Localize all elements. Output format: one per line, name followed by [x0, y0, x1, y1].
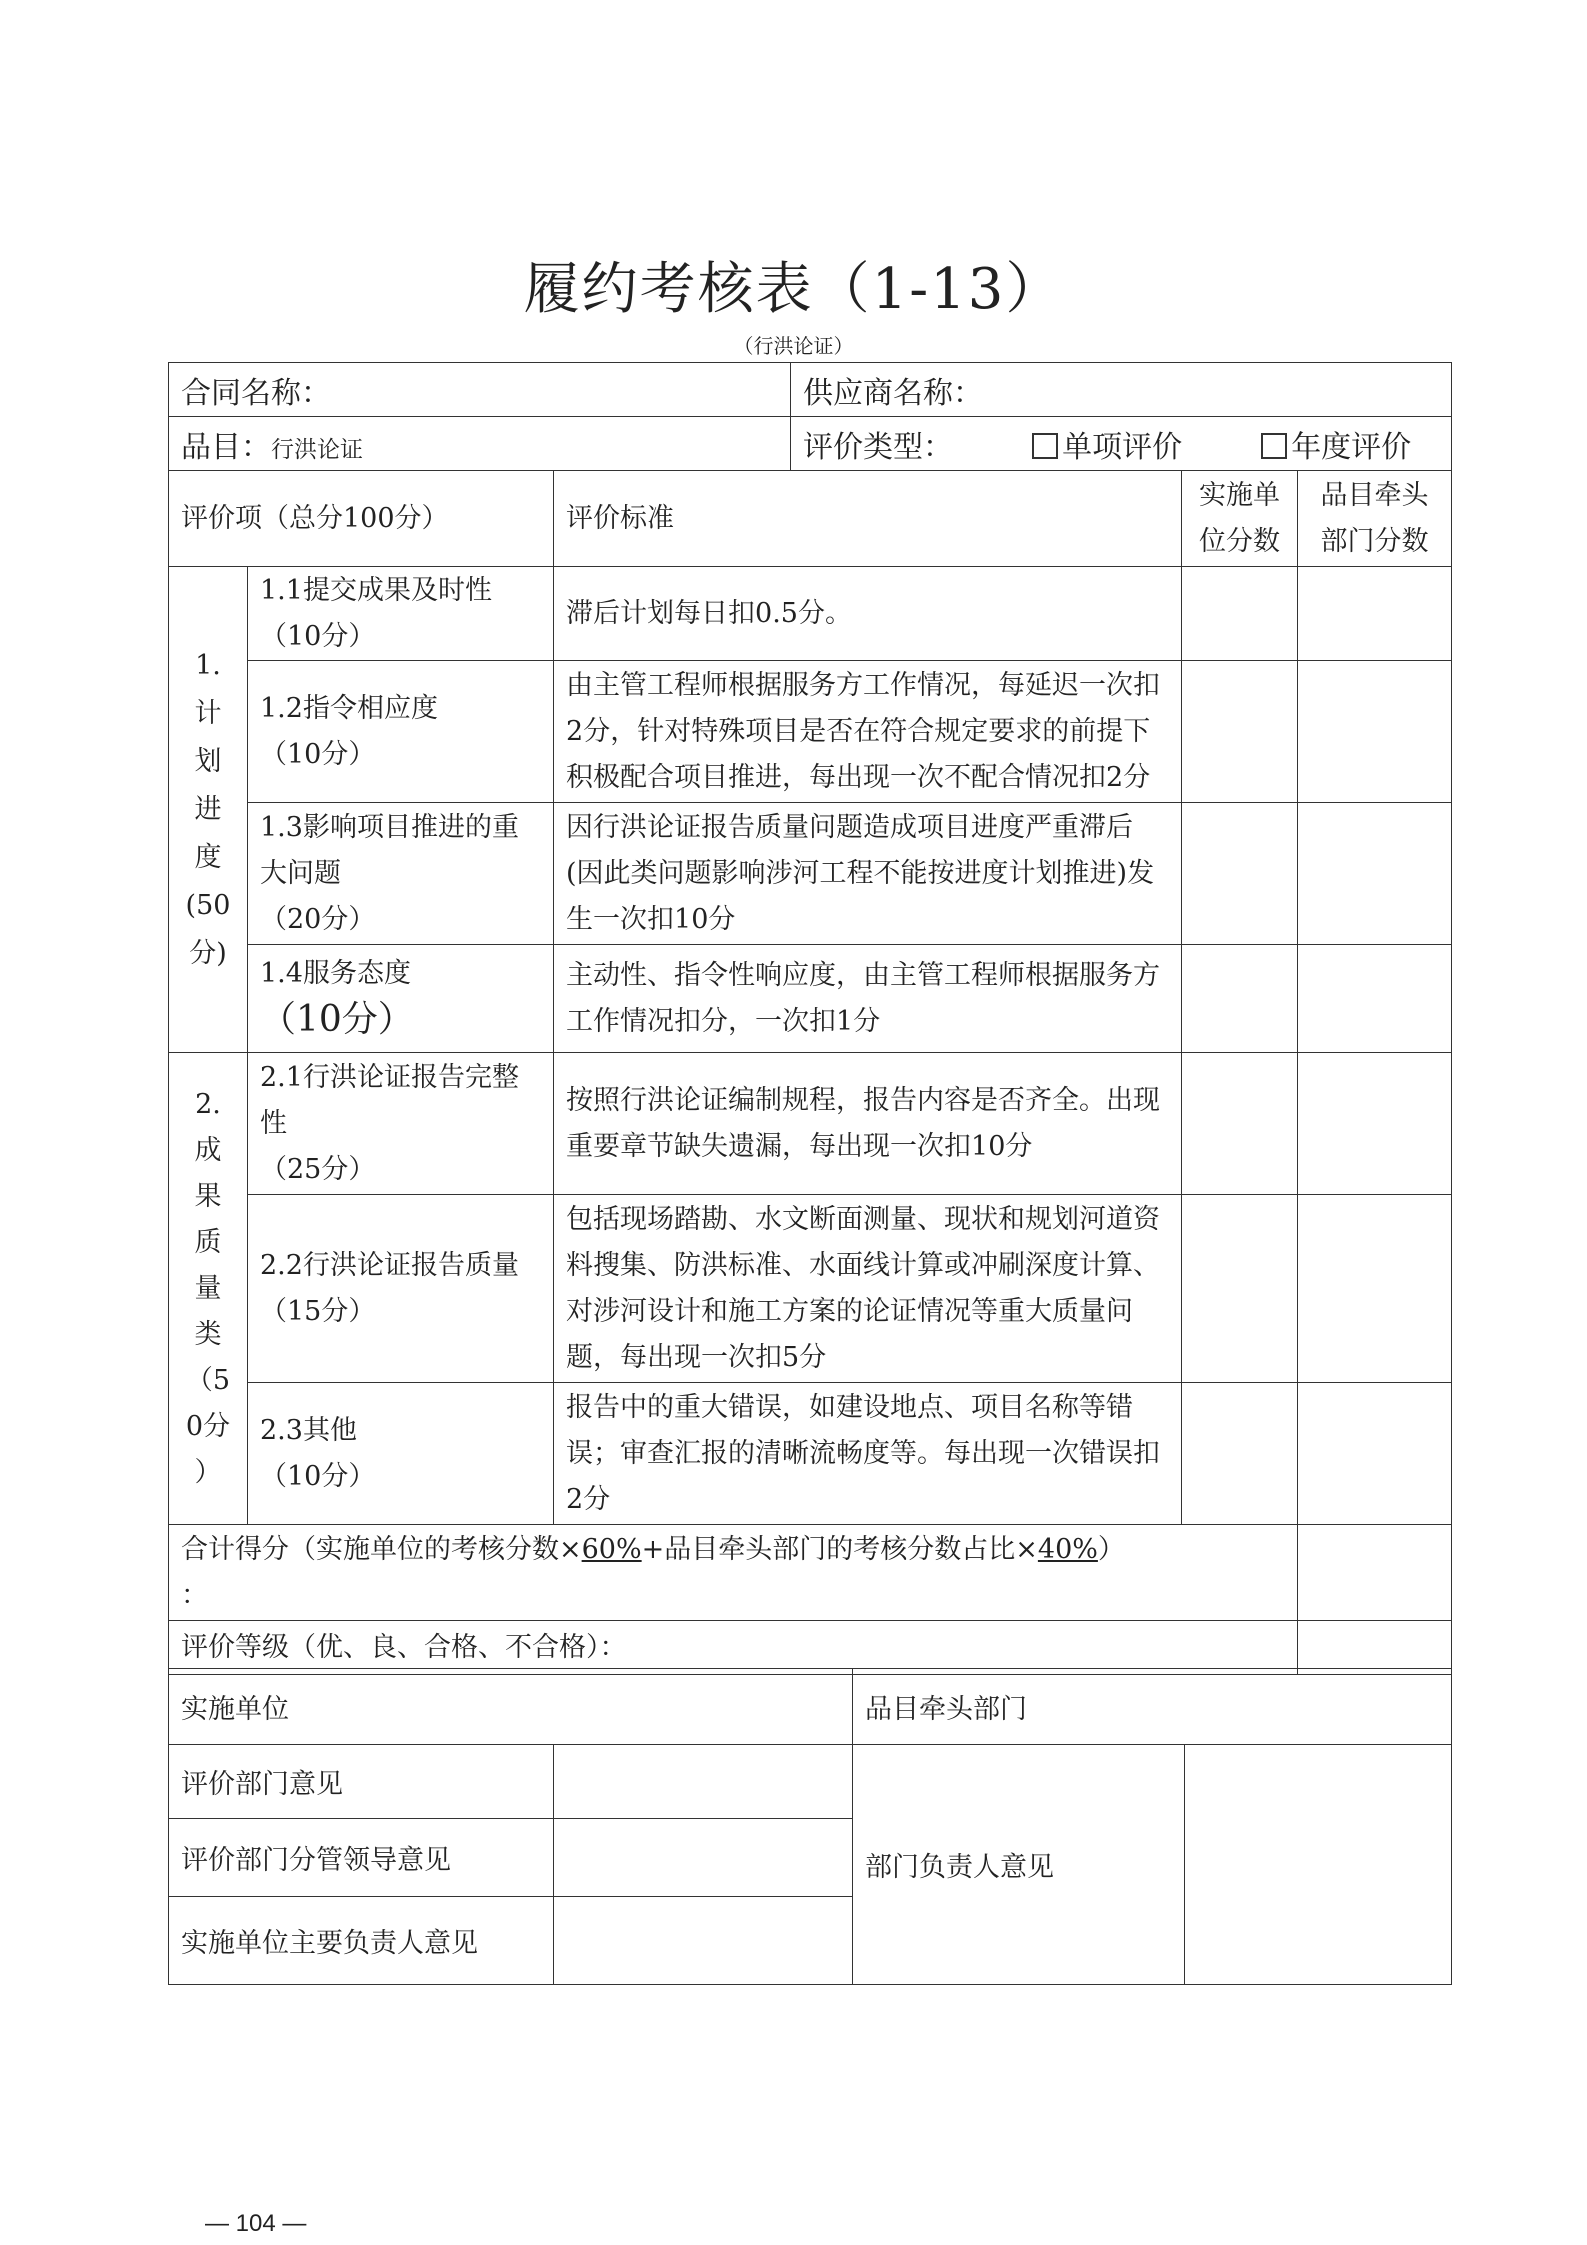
- eval-dept-opinion-field[interactable]: [554, 1745, 853, 1819]
- eval-type-label: 评价类型：: [803, 429, 953, 465]
- impl-score-2-3[interactable]: [1182, 1383, 1298, 1525]
- page-title: 履约考核表（1-13）: [523, 257, 1064, 322]
- eval-dept-leader-opinion-label: 评价部门分管领导意见: [169, 1819, 554, 1897]
- dept-score-1-4[interactable]: [1298, 945, 1452, 1053]
- impl-score-1-2[interactable]: [1182, 661, 1298, 803]
- impl-score-2-1[interactable]: [1182, 1053, 1298, 1195]
- page-subtitle: （行洪论证）: [733, 334, 854, 358]
- dept-score-2-1[interactable]: [1298, 1053, 1452, 1195]
- impl-score-1-3[interactable]: [1182, 803, 1298, 945]
- item-2-2: 2.2行洪论证报告质量 （15分）: [248, 1195, 554, 1383]
- col-header-dept-score: 品目牵头 部门分数: [1298, 471, 1452, 567]
- dept-score-2-2[interactable]: [1298, 1195, 1452, 1383]
- dept-score-1-2[interactable]: [1298, 661, 1452, 803]
- contract-name-label: 合同名称：: [181, 375, 331, 411]
- col-header-item: 评价项（总分100分）: [169, 471, 554, 567]
- impl-unit-header: 实施单位: [169, 1669, 853, 1745]
- single-eval-checkbox[interactable]: [1032, 433, 1058, 459]
- header-table: [168, 362, 1452, 471]
- item-1-1: 1.1提交成果及时性 （10分）: [248, 567, 554, 661]
- dept-score-1-1[interactable]: [1298, 567, 1452, 661]
- dept-head-opinion-field[interactable]: [1185, 1745, 1452, 1985]
- eval-dept-opinion-label: 评价部门意见: [169, 1745, 554, 1819]
- impl-score-2-2[interactable]: [1182, 1195, 1298, 1383]
- annual-eval-label: 年度评价: [1291, 429, 1412, 465]
- eval-type-cell: [791, 417, 1452, 471]
- supplier-name-cell[interactable]: [791, 363, 1452, 417]
- single-eval-label: 单项评价: [1062, 429, 1183, 465]
- standard-2-3: 报告中的重大错误，如建设地点、项目名称等错误；审查汇报的清晰流畅度等。每出现一次错误扣2分: [554, 1383, 1182, 1525]
- supplier-name-label: 供应商名称：: [803, 375, 983, 411]
- impl-unit-head-opinion-field[interactable]: [554, 1897, 853, 1985]
- dept-score-2-3[interactable]: [1298, 1383, 1452, 1525]
- col-header-impl-score: 实施单 位分数: [1182, 471, 1298, 567]
- dept-head-opinion-label: 部门负责人意见: [853, 1745, 1185, 1985]
- standard-2-1: 按照行洪论证编制规程，报告内容是否齐全。出现重要章节缺失遗漏，每出现一次扣10分: [554, 1053, 1182, 1195]
- item-1-3: 1.3影响项目推进的重大问题 （20分）: [248, 803, 554, 945]
- standard-1-2: 由主管工程师根据服务方工作情况，每延迟一次扣2分，针对特殊项目是否在符合规定要求的前提下积极配合项目推进，每出现一次不配合情况扣2分: [554, 661, 1182, 803]
- annual-eval-checkbox[interactable]: [1261, 433, 1287, 459]
- contract-name-cell[interactable]: [169, 363, 791, 417]
- signoff-table: [168, 1668, 1452, 1985]
- item-1-4: 1.4服务态度 （10分）: [248, 945, 554, 1053]
- item-2-1: 2.1行洪论证报告完整性 （25分）: [248, 1053, 554, 1195]
- group-2-label: 2. 成 果 质 量 类 （5 0分 ）: [169, 1053, 248, 1525]
- impl-score-1-1[interactable]: [1182, 567, 1298, 661]
- total-score-value[interactable]: [1298, 1525, 1452, 1621]
- category-value: 行洪论证: [271, 436, 363, 463]
- col-header-standard: 评价标准: [554, 471, 1182, 567]
- page-number: — 104 —: [205, 2210, 307, 2237]
- standard-1-3: 因行洪论证报告质量问题造成项目进度严重滞后(因此类问题影响涉河工程不能按进度计划推进)发生一次扣10分: [554, 803, 1182, 945]
- dept-score-1-3[interactable]: [1298, 803, 1452, 945]
- standard-1-4: 主动性、指令性响应度，由主管工程师根据服务方工作情况扣分，一次扣1分: [554, 945, 1182, 1053]
- category-label: 品目：: [181, 429, 271, 465]
- standard-2-2: 包括现场踏勘、水文断面测量、现状和规划河道资料搜集、防洪标准、水面线计算或冲刷深度计算、对涉河设计和施工方案的论证情况等重大质量问题，每出现一次扣5分: [554, 1195, 1182, 1383]
- eval-dept-leader-opinion-field[interactable]: [554, 1819, 853, 1897]
- impl-score-1-4[interactable]: [1182, 945, 1298, 1053]
- impl-unit-head-opinion-label: 实施单位主要负责人意见: [169, 1897, 554, 1985]
- standard-1-1: 滞后计划每日扣0.5分。: [554, 567, 1182, 661]
- evaluation-table: [168, 470, 1452, 1675]
- dept-header: 品目牵头部门: [853, 1669, 1452, 1745]
- grade-value[interactable]: [1298, 1621, 1452, 1675]
- group-1-label: 1. 计 划 进 度 (50 分): [169, 567, 248, 1053]
- category-cell: [169, 417, 791, 471]
- total-score-label: 合计得分（实施单位的考核分数×60%+品目牵头部门的考核分数占比×40%） ：: [169, 1525, 1298, 1621]
- item-1-2: 1.2指令相应度 （10分）: [248, 661, 554, 803]
- grade-label: 评价等级（优、良、合格、不合格）：: [169, 1621, 1298, 1675]
- item-2-3: 2.3其他 （10分）: [248, 1383, 554, 1525]
